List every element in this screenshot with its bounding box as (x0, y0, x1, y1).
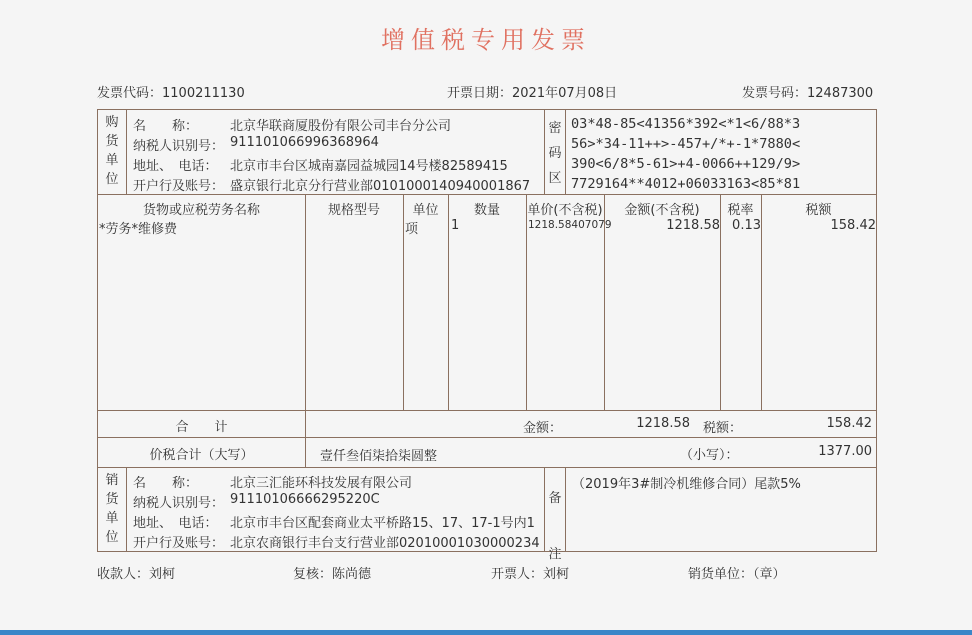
buyer-side-char: 位 (105, 172, 119, 187)
divider (565, 110, 566, 194)
total-label: 合 计 (175, 420, 228, 435)
drawer: 刘柯 (543, 567, 570, 582)
invoice-date (447, 82, 617, 101)
cipher-side-char: 区 (548, 171, 562, 186)
item-rate: 0.13 (732, 218, 761, 233)
seller-taxid: 91110106666295220C (230, 492, 380, 507)
buyer-side-char: 货 (105, 134, 119, 149)
buyer-side-char: 购 (105, 115, 119, 130)
divider (403, 194, 404, 410)
seller-side-char: 单 (105, 511, 119, 526)
buyer-taxid: 911101066996368964 (230, 135, 379, 150)
invoice-number (742, 82, 873, 101)
buyer-side-char: 单 (105, 153, 119, 168)
buyer-addr-label: 地址、 电话： (133, 159, 218, 174)
divider (305, 437, 306, 467)
buyer-name-label: 名 称： (133, 119, 199, 134)
footer-drawer (491, 563, 569, 582)
divider (544, 467, 545, 551)
seller-name-label: 名 称： (133, 476, 199, 491)
cipher-side-char: 密 (548, 121, 562, 136)
divider (126, 467, 127, 551)
reviewer: 陈尚德 (332, 567, 372, 582)
divider (565, 467, 566, 551)
col-header-tax: 税额 (805, 203, 832, 218)
seller-bank-label: 开户行及账号： (133, 536, 225, 551)
seller-side-char: 位 (105, 530, 119, 545)
grand-total-upper: 壹仟叁佰柒拾柒圆整 (320, 449, 438, 464)
divider (98, 467, 876, 468)
grand-total-small-label: （小写）： (680, 448, 739, 463)
divider (448, 194, 449, 410)
divider (305, 194, 306, 410)
col-header-price: 单价(不含税) (527, 203, 603, 218)
col-header-unit: 单位 (412, 203, 439, 218)
item-tax: 158.42 (830, 218, 876, 233)
drawer-label: 开票人： (491, 567, 544, 582)
cipher-line: 390<6/8*5-61>+4-0066++129/9> (571, 156, 801, 172)
divider (126, 110, 127, 194)
item-amount: 1218.58 (666, 218, 720, 233)
footer-reviewer (293, 563, 371, 582)
buyer-taxid-label: 纳税人识别号： (133, 139, 225, 154)
seller-side-char: 销 (105, 473, 119, 488)
invoice-date-label: 开票日期： (447, 86, 513, 101)
remarks-side-char: 备 (548, 491, 562, 506)
payee: 刘柯 (149, 567, 176, 582)
cipher-line: 56>*34-11++>-457+/*+-1*7880< (571, 136, 801, 152)
invoice-number-label: 发票号码： (742, 86, 808, 101)
col-header-amount: 金额(不含税) (624, 203, 700, 218)
invoice-date-value: 2021年07月08日 (512, 86, 618, 101)
item-qty: 1 (451, 218, 460, 233)
divider (305, 410, 306, 437)
cipher-side-char: 码 (548, 146, 562, 161)
cipher-line: 7729164**4012+06033163<85*81 (571, 176, 801, 192)
divider (98, 437, 876, 438)
buyer-name: 北京华联商厦股份有限公司丰台分公司 (230, 119, 452, 134)
remarks-side-char: 注 (548, 547, 562, 562)
divider (98, 194, 876, 195)
invoice-number-value: 12487300 (807, 86, 874, 101)
invoice-code-value: 1100211130 (162, 86, 245, 101)
col-header-rate: 税率 (727, 203, 754, 218)
total-tax: 158.42 (826, 416, 872, 431)
total-tax-label: 税额： (703, 421, 743, 436)
total-amount-label: 金额： (523, 421, 563, 436)
invoice-title: 增值税专用发票 (381, 26, 591, 54)
seller-side-label (104, 471, 120, 547)
footer-payee (97, 563, 175, 582)
divider (544, 110, 545, 194)
reviewer-label: 复核： (293, 567, 333, 582)
seller-addr-label: 地址、 电话： (133, 516, 218, 531)
buyer-side-label (104, 113, 120, 189)
buyer-bank-label: 开户行及账号： (133, 179, 225, 194)
invoice-code (97, 82, 245, 101)
grand-total-label: 价税合计（大写） (149, 448, 254, 463)
grand-total-small: 1377.00 (818, 444, 872, 459)
seller-addr: 北京市丰台区配套商业太平桥路15、17、17-1号内1 (230, 516, 535, 531)
remarks-text: （2019年3#制冷机维修合同）尾款5% (572, 477, 801, 492)
bottom-bar (0, 630, 972, 635)
seller-name: 北京三汇能环科技发展有限公司 (230, 476, 413, 491)
col-header-qty: 数量 (473, 203, 500, 218)
buyer-bank: 盛京银行北京分行营业部0101000140940001867 (230, 179, 531, 194)
buyer-addr: 北京市丰台区城南嘉园益城园14号楼82589415 (230, 159, 508, 174)
seller-side-char: 货 (105, 492, 119, 507)
seller-taxid-label: 纳税人识别号： (133, 496, 225, 511)
item-name: *劳务*维修费 (99, 222, 178, 237)
total-amount: 1218.58 (636, 416, 690, 431)
invoice-table (97, 109, 877, 562)
payee-label: 收款人： (97, 567, 150, 582)
footer-seller-stamp: 销货单位：（章） (688, 567, 786, 582)
divider (98, 410, 876, 411)
col-header-spec: 规格型号 (327, 203, 380, 218)
item-unit: 项 (405, 222, 419, 237)
item-price: 1218.58407079 (528, 219, 612, 231)
seller-bank: 北京农商银行丰台支行营业部02010001030000234 (230, 536, 540, 551)
invoice-code-label: 发票代码： (97, 86, 163, 101)
cipher-side-label (547, 116, 563, 191)
divider (526, 194, 527, 410)
col-header-name: 货物或应税劳务名称 (142, 203, 260, 218)
cipher-line: 03*48-85<41356*392<*1<6/88*3 (571, 116, 801, 132)
